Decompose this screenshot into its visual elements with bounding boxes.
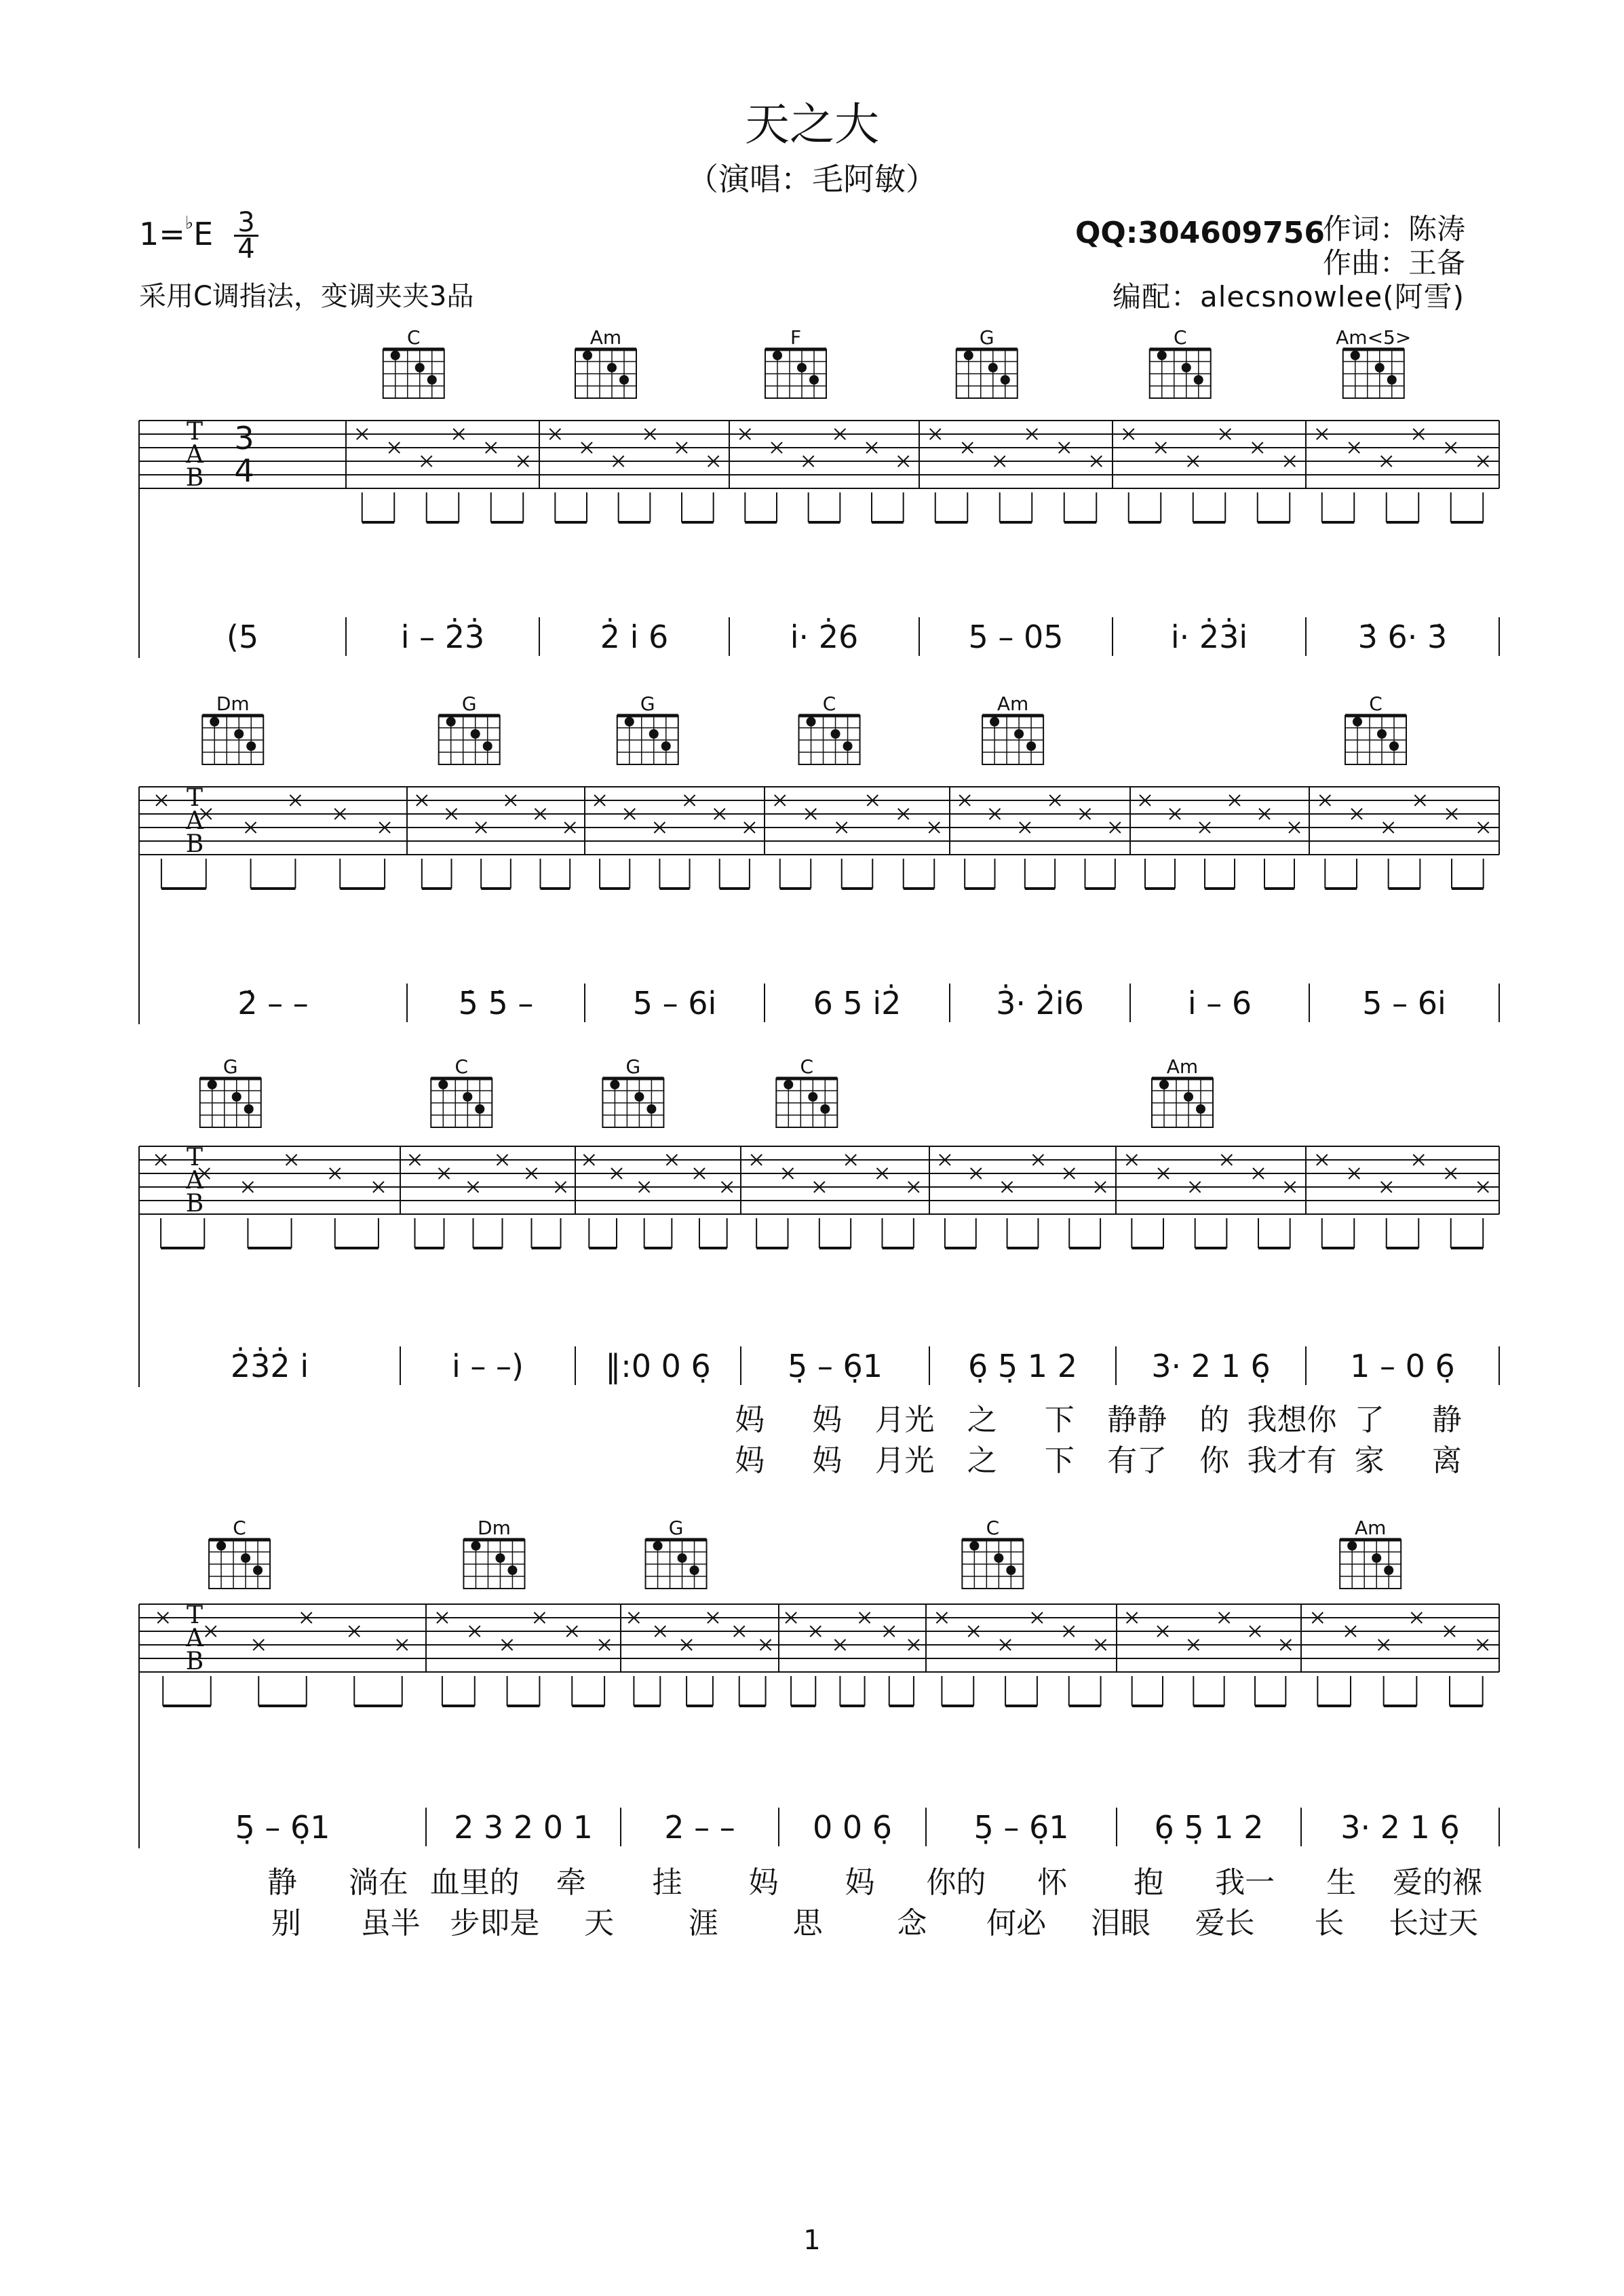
finger-dot: [1157, 351, 1167, 360]
lyric-2: 有了: [1107, 1443, 1167, 1478]
finger-dot: [843, 741, 853, 751]
chord-diagram: [463, 1517, 524, 1589]
capo-note: 采用C调指法，变调夹夹3品: [139, 281, 474, 312]
song-subtitle: （演唱：毛阿敏）: [687, 161, 937, 197]
lyric-2: 何必: [986, 1906, 1047, 1941]
numbered-measure: 3̇ 6· 3̇: [1357, 619, 1448, 655]
chord-diagram: [1336, 326, 1411, 398]
lyric-2: 你: [1199, 1443, 1230, 1478]
lyric-1: 的: [1199, 1403, 1230, 1437]
lyric-2: 下: [1044, 1443, 1075, 1478]
finger-dot: [415, 363, 425, 372]
finger-dot: [1351, 351, 1360, 360]
numbered-measure: i̇· 2̇3̇i̇: [1170, 619, 1248, 655]
arranger: 编配：alecsnowlee(阿雪): [1113, 280, 1465, 313]
finger-dot: [831, 729, 840, 739]
numbered-measure: 2̇3̇2̇ i̇: [230, 1348, 309, 1384]
chord-diagram: [439, 693, 500, 764]
lyric-1: 我想你: [1247, 1403, 1337, 1437]
numbered-measure: i̇· 2̇6: [790, 619, 859, 655]
finger-dot: [969, 1541, 979, 1551]
finger-dot: [646, 1104, 656, 1114]
chord-name: Am: [997, 693, 1029, 715]
finger-dot: [232, 1092, 241, 1102]
finger-dot: [653, 1541, 663, 1551]
chord-name: Am<5>: [1336, 326, 1412, 349]
lyric-2: 之: [967, 1443, 997, 1478]
tab-clef-a: A: [186, 1167, 204, 1194]
finger-dot: [1194, 375, 1203, 385]
key-flat: ♭: [185, 213, 194, 233]
finger-dot: [807, 717, 816, 726]
chord-name: C: [1369, 693, 1383, 715]
finger-dot: [427, 375, 437, 385]
numbered-measure: 5 – 6i̇: [632, 985, 717, 1021]
lyric-2: 离: [1431, 1443, 1462, 1478]
chord-name: G: [625, 1055, 641, 1078]
finger-dot: [216, 1541, 226, 1551]
chord-diagram: [776, 1055, 837, 1127]
chord-name: G: [640, 693, 655, 715]
finger-dot: [634, 1092, 644, 1102]
finger-dot: [446, 717, 456, 726]
chord-diagram: [799, 693, 860, 764]
lyric-1: 妈: [748, 1865, 779, 1900]
numbered-measure: 2 – –: [664, 1809, 735, 1846]
finger-dot: [208, 1080, 217, 1089]
numbered-measure: 5̣ – 6̣1: [973, 1809, 1069, 1846]
chord-name: G: [979, 326, 994, 349]
chord-name: Am: [1166, 1055, 1199, 1078]
chord-diagram: [575, 326, 636, 398]
chord-diagram: [1345, 693, 1406, 764]
chord-diagram: [765, 326, 826, 398]
numbered-measure: 0 0 6̣: [812, 1809, 893, 1846]
lyric-1: 挂: [652, 1865, 682, 1900]
chord-name: F: [790, 326, 802, 349]
finger-dot: [820, 1104, 830, 1114]
tab-clef-a: A: [186, 1624, 204, 1652]
tab-clef-b: B: [185, 830, 204, 858]
finger-dot: [1387, 375, 1397, 385]
numbered-measure: 5 – 05: [968, 619, 1064, 655]
finger-dot: [964, 351, 973, 360]
system-4: [139, 1517, 1499, 1941]
lyric-1: 你的: [926, 1865, 986, 1900]
finger-dot: [784, 1080, 793, 1089]
finger-dot: [463, 1092, 472, 1102]
numbered-measure: 5̣ – 6̣1: [235, 1809, 330, 1846]
lyric-2: 长: [1314, 1906, 1345, 1941]
time-bottom: 4: [234, 235, 258, 261]
chord-diagram: [1150, 326, 1211, 398]
numbered-measure: 2 3 2 0 1: [454, 1809, 593, 1846]
chord-diagram: [200, 1055, 261, 1127]
lyric-1: 下: [1044, 1403, 1075, 1437]
finger-dot: [244, 1104, 254, 1114]
chord-diagram: [1152, 1055, 1213, 1127]
finger-dot: [1026, 741, 1036, 751]
chord-name: C: [1173, 326, 1187, 349]
finger-dot: [690, 1565, 699, 1575]
chord-name: Am: [1354, 1517, 1387, 1539]
finger-dot: [234, 729, 244, 739]
finger-dot: [391, 351, 400, 360]
finger-dot: [1375, 363, 1385, 372]
finger-dot: [1182, 363, 1191, 372]
numbered-measure: i̇ – –): [452, 1348, 524, 1384]
chord-name: Am: [589, 326, 622, 349]
numbered-measure: 6̣ 5̣ 1 2: [968, 1348, 1077, 1384]
numbered-measure: (5: [226, 619, 259, 655]
finger-dot: [607, 363, 617, 372]
finger-dot: [988, 363, 998, 372]
lyric-2: 家: [1354, 1443, 1385, 1478]
chord-diagram: [209, 1517, 270, 1589]
lyric-1: 妈: [735, 1403, 765, 1437]
finger-dot: [1014, 729, 1024, 739]
chord-diagram: [431, 1055, 492, 1127]
finger-dot: [990, 717, 999, 726]
lyric-1: 抱: [1134, 1865, 1164, 1900]
numbered-measure: i̇ – 2̇3̇: [400, 619, 485, 655]
system-3: [139, 1055, 1499, 1478]
finger-dot: [797, 363, 807, 372]
system-1: [139, 326, 1499, 658]
lyric-2: 泪眼: [1090, 1906, 1151, 1941]
finger-dot: [471, 729, 480, 739]
chord-name: C: [800, 1055, 814, 1078]
numbered-measure: 3· 2 1 6̣: [1151, 1348, 1271, 1384]
chord-name: G: [668, 1517, 684, 1539]
key-prefix: 1=: [139, 216, 185, 252]
finger-dot: [475, 1104, 484, 1114]
finger-dot: [583, 351, 592, 360]
finger-dot: [661, 741, 671, 751]
chord-name: C: [455, 1055, 469, 1078]
lyric-1: 妈: [845, 1865, 875, 1900]
finger-dot: [808, 1092, 817, 1102]
lyric-1: 淌在: [348, 1865, 408, 1900]
chord-name: Dm: [478, 1517, 511, 1539]
numbered-measure: 5̇ 5̇ –: [458, 985, 534, 1021]
numbered-measure: 5̣ – 6̣1: [787, 1348, 883, 1384]
finger-dot: [246, 741, 256, 751]
numbered-measure: 2̇ – –: [237, 985, 309, 1021]
page-number: 1: [803, 2225, 821, 2256]
lyric-2: 思: [792, 1906, 823, 1941]
tab-time-bottom: 4: [234, 452, 254, 489]
numbered-measure: 6 5 i̇2̇: [813, 985, 902, 1021]
finger-dot: [809, 375, 819, 385]
lyric-1: 静静: [1107, 1403, 1167, 1437]
song-title: 天之大: [745, 98, 879, 151]
lyric-2: 步即是: [450, 1906, 540, 1941]
finger-dot: [1377, 729, 1387, 739]
tab-time-top: 3: [234, 420, 254, 456]
finger-dot: [1384, 1565, 1393, 1575]
finger-dot: [438, 1080, 448, 1089]
chord-name: C: [822, 693, 836, 715]
chord-diagram: [383, 326, 444, 398]
lyric-2: 月光: [874, 1443, 935, 1478]
finger-dot: [1159, 1080, 1169, 1089]
composer: 作曲：王备: [1323, 246, 1466, 279]
lyricist: 作词：陈涛: [1323, 212, 1466, 246]
lyric-1: 了: [1354, 1403, 1385, 1437]
chord-diagram: [1340, 1517, 1401, 1589]
lyric-2: 涯: [688, 1906, 718, 1941]
tab-clef-t: T: [186, 784, 204, 812]
chord-name: Dm: [216, 693, 250, 715]
tab-clef-b: B: [185, 464, 204, 492]
chord-diagram: [617, 693, 678, 764]
lyric-1: 血里的: [429, 1865, 520, 1900]
numbered-measure: i̇ – 6: [1187, 985, 1252, 1021]
finger-dot: [1389, 741, 1399, 751]
numbered-measure: 6̣ 5̣ 1 2: [1154, 1809, 1264, 1846]
finger-dot: [1353, 717, 1362, 726]
key-note: E: [193, 216, 214, 252]
lyric-2: 妈: [735, 1443, 765, 1478]
tab-clef-a: A: [186, 807, 204, 835]
tab-clef-t: T: [186, 1601, 204, 1629]
chord-diagram: [202, 693, 263, 764]
numbered-measure: 5 – 6i̇: [1362, 985, 1446, 1021]
lyric-2: 虽半: [360, 1906, 421, 1941]
lyric-2: 念: [897, 1906, 927, 1941]
lyric-1: 怀: [1037, 1865, 1068, 1900]
finger-dot: [495, 1553, 505, 1563]
finger-dot: [471, 1541, 480, 1551]
chord-diagram: [646, 1517, 707, 1589]
tab-clef-b: B: [185, 1648, 204, 1675]
finger-dot: [507, 1565, 517, 1575]
chord-diagram: [602, 1055, 663, 1127]
tab-clef-t: T: [186, 1144, 204, 1171]
finger-dot: [619, 375, 629, 385]
lyric-1: 之: [967, 1403, 997, 1437]
lyric-1: 爱的褓: [1393, 1865, 1483, 1900]
lyric-2: 长过天: [1389, 1906, 1479, 1941]
lyric-1: 我一: [1215, 1865, 1275, 1900]
chord-diagram: [962, 1517, 1023, 1589]
chord-name: C: [406, 326, 421, 349]
finger-dot: [1006, 1565, 1016, 1575]
finger-dot: [773, 351, 782, 360]
lyric-1: 静: [1431, 1403, 1462, 1437]
system-2: [139, 693, 1499, 1024]
lyric-1: 妈: [812, 1403, 843, 1437]
finger-dot: [1001, 375, 1010, 385]
finger-dot: [1184, 1092, 1193, 1102]
lyric-2: 别: [271, 1906, 301, 1941]
lyric-2: 天: [584, 1906, 615, 1941]
numbered-measure: 1 – 0 6̣: [1350, 1348, 1455, 1384]
lyric-1: 月光: [874, 1403, 935, 1437]
finger-dot: [1347, 1541, 1357, 1551]
lyric-1: 牵: [556, 1865, 586, 1900]
time-top: 3: [237, 207, 255, 238]
tab-clef-a: A: [186, 441, 204, 469]
lyric-2: 爱长: [1195, 1906, 1255, 1941]
chord-name: G: [223, 1055, 238, 1078]
qq-contact: QQ:304609756: [1075, 216, 1325, 250]
numbered-measure: 2̇ i̇ 6: [600, 619, 669, 655]
finger-dot: [625, 717, 634, 726]
chord-name: C: [986, 1517, 1000, 1539]
finger-dot: [678, 1553, 687, 1563]
numbered-measure: 3̇· 2̇i̇6: [996, 985, 1084, 1021]
chord-name: C: [233, 1517, 246, 1539]
tab-clef-b: B: [185, 1190, 204, 1218]
finger-dot: [994, 1553, 1003, 1563]
lyric-2: 妈: [812, 1443, 843, 1478]
numbered-measure: ‖:0 0 6̣: [605, 1348, 711, 1384]
chord-diagram: [982, 693, 1043, 764]
lyric-2: 我才有: [1247, 1443, 1337, 1478]
finger-dot: [483, 741, 492, 751]
lyric-1: 生: [1326, 1865, 1357, 1900]
tab-clef-t: T: [186, 418, 204, 446]
finger-dot: [1196, 1104, 1205, 1114]
finger-dot: [253, 1565, 263, 1575]
finger-dot: [210, 717, 219, 726]
chord-name: G: [461, 693, 477, 715]
chord-diagram: [956, 326, 1018, 398]
finger-dot: [649, 729, 659, 739]
finger-dot: [610, 1080, 619, 1089]
finger-dot: [241, 1553, 250, 1563]
numbered-measure: 3· 2 1 6̣: [1340, 1809, 1460, 1846]
finger-dot: [1372, 1553, 1381, 1563]
lyric-1: 静: [267, 1865, 297, 1900]
